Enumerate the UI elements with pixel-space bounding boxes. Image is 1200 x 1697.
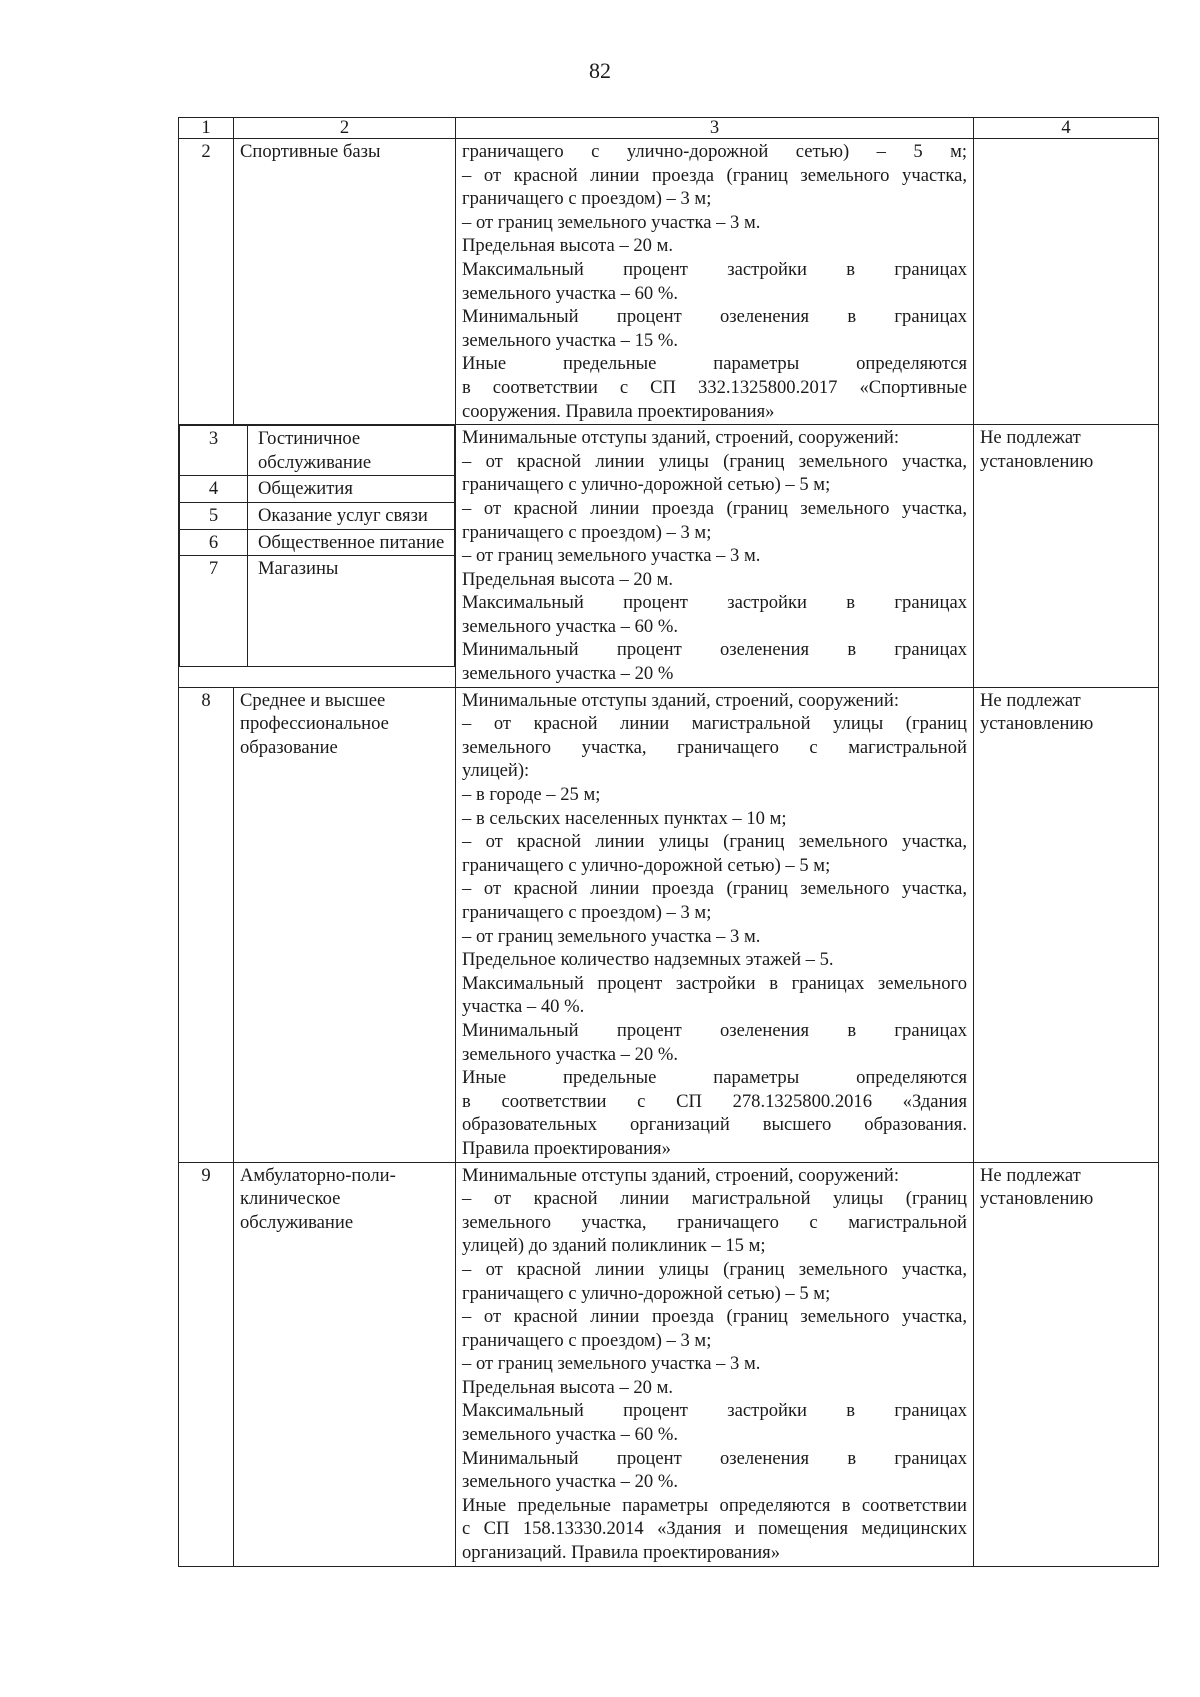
param-line: организаций. Правила проектирования» [462, 1542, 781, 1564]
table-row-7 [180, 556, 455, 667]
param-line: Минимальный процент озеленения в границах [462, 639, 967, 661]
param-line: земельного участка – 20 %. [462, 1043, 678, 1065]
row-number: 8 [179, 687, 234, 1162]
param-line: Минимальные отступы зданий, строений, сооружений: [462, 1164, 899, 1186]
use-type-name: Общежития [248, 476, 455, 503]
table-row-group-3-7 [179, 425, 1159, 688]
param-line: граничащего с улично-дорожной сетью) – 5 м; [462, 1282, 831, 1304]
param-line: Предельная высота – 20 м. [462, 568, 674, 590]
param-line: граничащего с улично-дорожной сетью) – 5 м; [462, 141, 967, 162]
row-number: 9 [179, 1162, 234, 1566]
param-line: Максимальный процент застройки в границах земельного [462, 972, 967, 994]
use-types-group [179, 425, 456, 688]
param-line: – от границ земельного участка – 3 м. [462, 925, 761, 947]
param-line: Иные предельные параметры определяются [462, 353, 967, 375]
param-line: Иные предельные параметры определяются в соответствии [462, 1494, 967, 1516]
use-type-name: Среднее и высшее профессиональное образование [234, 687, 456, 1162]
param-line: граничащего с проездом) – 3 м; [462, 1329, 712, 1351]
use-type-name: Гостиничное обслуживание [248, 426, 455, 476]
page-number: 82 [589, 58, 611, 83]
table-row-9 [179, 1162, 1159, 1566]
row-number: 2 [179, 139, 234, 425]
param-line: – от границ земельного участка – 3 м. [462, 211, 761, 233]
param-line: – в городе – 25 м; [462, 784, 601, 806]
nested-use-types [179, 425, 455, 667]
param-line: Максимальный процент застройки в границах [462, 258, 967, 280]
param-line: Минимальный процент озеленения в границах [462, 1019, 967, 1041]
note-cell: Не подлежат установлению [974, 1162, 1159, 1566]
param-line: – от красной линии магистральной улицы (границ [462, 1188, 967, 1210]
param-line: улицей) до зданий поликлиник – 15 м; [462, 1235, 766, 1257]
param-line: – в сельских населенных пунктах – 10 м; [462, 807, 787, 829]
param-line: образовательных организаций высшего образования. [462, 1114, 967, 1136]
param-line: в соответствии с СП 332.1325800.2017 «Спортивные [462, 376, 967, 398]
param-line: – от красной линии проезда (границ земельного участка, [462, 164, 967, 186]
param-line: – от красной линии магистральной улицы (границ [462, 713, 967, 735]
header-col-3: 3 [456, 118, 974, 139]
row-number: 3 [180, 426, 248, 476]
note-cell [974, 139, 1159, 425]
param-line: земельного участка – 60 %. [462, 282, 678, 304]
param-line: – от границ земельного участка – 3 м. [462, 545, 761, 567]
header-col-1: 1 [179, 118, 234, 139]
param-line: – от красной линии проезда (границ земельного участка, [462, 497, 967, 519]
parameters-cell [456, 1162, 974, 1566]
param-line: – от красной линии проезда (границ земельного участка, [462, 1306, 967, 1328]
param-line: улицей): [462, 760, 530, 782]
param-line: Предельная высота – 20 м. [462, 1376, 674, 1398]
row-number: 4 [180, 476, 248, 503]
param-line: – от красной линии проезда (границ земельного участка, [462, 878, 967, 900]
parameters-cell [456, 425, 974, 688]
note-cell: Не подлежат установлению [974, 687, 1159, 1162]
param-line: земельного участка – 15 %. [462, 329, 678, 351]
param-line: с СП 158.13330.2014 «Здания и помещения медицинских [462, 1518, 967, 1540]
header-col-4: 4 [974, 118, 1159, 139]
param-line: Иные предельные параметры определяются [462, 1067, 967, 1089]
param-line: граничащего с проездом) – 3 м; [462, 902, 712, 923]
table-row-3 [180, 426, 455, 476]
param-line: Максимальный процент застройки в границах [462, 592, 967, 614]
use-type-name: Амбулаторно-поли-клиническое обслуживание [234, 1162, 456, 1566]
param-line: Предельное количество надземных этажей – 5. [462, 949, 834, 971]
param-line: Минимальный процент озеленения в границах [462, 1447, 967, 1469]
row-number: 5 [180, 502, 248, 529]
param-line: земельного участка – 60 %. [462, 615, 678, 637]
param-line: Предельная высота – 20 м. [462, 235, 674, 257]
param-line: – от красной линии улицы (границ земельного участка, [462, 1258, 967, 1280]
use-type-name: Магазины [248, 556, 455, 667]
param-line: в соответствии с СП 278.1325800.2016 «Здания [462, 1090, 967, 1112]
param-line: граничащего с проездом) – 3 м; [462, 521, 712, 543]
param-line: земельного участка – 20 %. [462, 1471, 678, 1493]
param-line: Правила проектирования» [462, 1137, 671, 1159]
row-number: 7 [180, 556, 248, 667]
param-line: участка – 40 %. [462, 996, 585, 1018]
table-row-2 [179, 139, 1159, 425]
table-row-5 [180, 502, 455, 529]
param-line: Минимальный процент озеленения в границах [462, 306, 967, 328]
param-line: Минимальные отступы зданий, строений, сооружений: [462, 689, 899, 711]
param-line: – от границ земельного участка – 3 м. [462, 1353, 761, 1375]
parameters-cell [456, 687, 974, 1162]
regulations-table [178, 117, 1159, 1567]
parameters-cell [456, 139, 974, 425]
use-type-name: Общественное питание [248, 529, 455, 556]
param-line: земельного участка, граничащего с магистральной [462, 1211, 967, 1233]
row-number: 6 [180, 529, 248, 556]
param-line: сооружения. Правила проектирования» [462, 400, 775, 422]
table-row-4 [180, 476, 455, 503]
note-cell: Не подлежат установлению [974, 425, 1159, 688]
param-line: – от красной линии улицы (границ земельного участка, [462, 831, 967, 853]
param-line: – от красной линии улицы (границ земельного участка, [462, 450, 967, 472]
param-line: Минимальные отступы зданий, строений, сооружений: [462, 427, 899, 449]
param-line: земельного участка – 60 %. [462, 1424, 678, 1446]
param-line: земельного участка – 20 % [462, 663, 674, 685]
table-row-8 [179, 687, 1159, 1162]
header-row [179, 118, 1159, 139]
param-line: Максимальный процент застройки в границах [462, 1400, 967, 1422]
param-line: граничащего с улично-дорожной сетью) – 5 м; [462, 854, 831, 876]
param-line: граничащего с улично-дорожной сетью) – 5 м; [462, 474, 831, 496]
use-type-name: Спортивные базы [234, 139, 456, 425]
header-col-2: 2 [234, 118, 456, 139]
param-line: граничащего с проездом) – 3 м; [462, 188, 712, 210]
param-line: земельного участка, граничащего с магистральной [462, 736, 967, 758]
use-type-name: Оказание услуг связи [248, 502, 455, 529]
table-row-6 [180, 529, 455, 556]
